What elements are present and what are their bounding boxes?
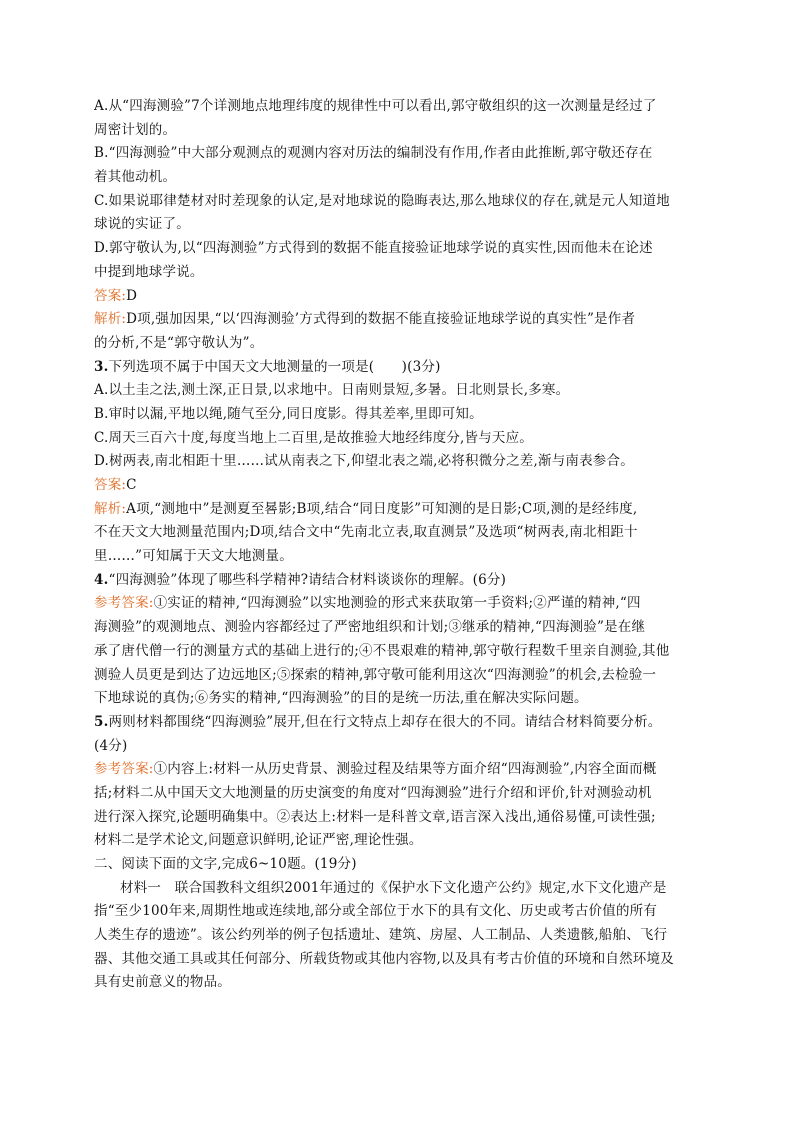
question-number: 3. — [94, 358, 109, 375]
reference-answer-label: 参考答案: — [94, 595, 154, 612]
option-a-line-1: A.从“四海测验”7个详测地点地理纬度的规律性中可以看出,郭守敬组织的这一次测量是经过了 — [94, 98, 657, 114]
analysis-label: 解析: — [94, 500, 127, 517]
answer-label: 答案: — [94, 477, 127, 493]
option-b-line-1: B.“四海测验”中大部分观测点的观测内容对历法的编制没有作用,作者由此推断,郭守敬还存在 — [94, 145, 653, 162]
question-5-ref-line-3: 进行深入探究,论题明确集中。②表达上:材料一是科普文章,语言深入浅出,通俗易懂,可读性强; — [94, 808, 656, 825]
section-2-para-line-2: 指“至少100年来,周期性地或连续地,部分或全部位于水下的具有文化、历史或考古价值的所有 — [94, 903, 658, 920]
analysis-label: 解析: — [94, 311, 127, 328]
analysis-text: A项,“测地中”是测夏至晷影;B项,结合“同日度影”可知测的是日影;C项,测的是经纬度, — [126, 500, 638, 517]
question-text: 下列选项不属于中国天文大地测量的一项是( )(3分) — [108, 358, 441, 375]
option-c-line-1: C.如果说耶律楚材对时差现象的认定,是对地球说的隐晦表达,那么地球仪的存在,就是元人知道地 — [94, 192, 671, 209]
option-a-line-2: 周密计划的。 — [94, 121, 177, 138]
question-4-ref-line-3: 承了唐代僧一行的测量方式的基础上进行的;④不畏艰难的精神,郭守敬行程数千里亲自测验,其他 — [94, 642, 670, 659]
section-2-para-line-4: 器、其他交通工具或其任何部分、所载货物或其他内容物,以及具有考古价值的环境和自然环境及 — [94, 950, 674, 967]
question-3-analysis-line-1 — [94, 498, 698, 522]
document-page — [94, 95, 698, 995]
question-5-stem-line-2: (4分) — [94, 737, 128, 754]
q3-option-a: A.以土圭之法,测土深,正日景,以求地中。日南则景短,多暑。日北则景长,多寒。 — [94, 382, 570, 399]
answer-label: 答案: — [94, 287, 127, 304]
question-3-stem — [94, 356, 698, 380]
question-5-ref-line-1 — [94, 758, 698, 782]
section-2-para-line-5: 具有史前意义的物品。 — [94, 974, 231, 991]
answer-value: D — [126, 287, 138, 304]
reference-answer-text: ①实证的精神,“四海测验”以实地测验的形式来获取第一手资料;②严谨的精神,“四 — [153, 595, 641, 612]
question-5-stem-line-1 — [94, 711, 698, 735]
question-4-ref-line-4: 测验人员更是到达了边远地区;⑤探索的精神,郭守敬可能利用这次“四海测验”的机会,去检验一 — [94, 666, 657, 683]
option-b-line-2: 着其他动机。 — [94, 169, 177, 186]
question-number: 4. — [94, 571, 109, 588]
analysis-text: D项,强加因果,“以‘四海测验’方式得到的数据不能直接验证地球学说的真实性”是作者 — [126, 311, 636, 328]
q3-option-c: C.周天三百六十度,每度当地上二百里,是故推验大地经纬度分,皆与天应。 — [94, 429, 534, 446]
reference-answer-text: ①内容上:材料一从历史背景、测验过程及结果等方面介绍“四海测验”,内容全面而概 — [153, 761, 657, 778]
q3-option-d: D.树两表,南北相距十里……试从南表之下,仰望北表之端,必将积微分之差,渐与南表参合。 — [94, 453, 634, 470]
question-3-answer — [94, 474, 698, 498]
question-number: 5. — [94, 713, 109, 730]
question-2-analysis-line-2: 的分析,不是“郭守敬认为”。 — [94, 334, 264, 351]
option-d-line-2: 中提到地球学说。 — [94, 263, 204, 280]
question-text: 两则材料都围绕“四海测验”展开,但在行文特点上却存在很大的不同。请结合材料简要分析。 — [108, 713, 662, 730]
section-2-title: 二、阅读下面的文字,完成6~10题。(19分) — [94, 856, 357, 872]
option-d-line-1: D.郭守敬认为,以“四海测验”方式得到的数据不能直接验证地球学说的真实性,因而他未在论述 — [94, 240, 653, 257]
reference-answer-label: 参考答案: — [94, 761, 154, 778]
question-4-ref-line-2: 海测验”的观测地点、测验内容都经过了严密地组织和计划;③继承的精神,“四海测验”是在继 — [94, 619, 646, 636]
section-2-para-line-1: 材料一 联合国教科文组织2001年通过的《保护水下文化遗产公约》规定,水下文化遗产是 — [120, 879, 667, 896]
question-5-ref-line-2: 括;材料二从中国天文大地测量的历史演变的角度对“四海测验”进行介绍和评价,针对测验动机 — [94, 784, 652, 801]
option-c-line-2: 球说的实证了。 — [94, 216, 190, 233]
question-4-stem — [94, 569, 698, 593]
question-3-analysis-line-2: 不在天文大地测量范围内;D项,结合文中“先南北立表,取直测景”及选项“树两表,南北相距十 — [94, 524, 638, 541]
question-4-ref-line-5: 下地球说的真伪;⑥务实的精神,“四海测验”的目的是统一历法,重在解决实际问题。 — [94, 690, 588, 707]
question-text: “四海测验”体现了哪些科学精神?请结合材料谈谈你的理解。(6分) — [108, 571, 507, 588]
question-3-analysis-line-3: 里……”可知属于天文大地测量。 — [94, 548, 293, 565]
q3-option-b: B.审时以漏,平地以绳,随气至分,同日度影。得其差率,里即可知。 — [94, 405, 483, 422]
section-2-para-line-3: 人类生存的遗迹”。该公约列举的例子包括遗址、建筑、房屋、人工制品、人类遗骸,船舶、飞行 — [94, 927, 668, 944]
question-2-answer — [94, 285, 698, 309]
question-2-analysis-line-1 — [94, 308, 698, 332]
question-5-ref-line-4: 材料二是学术论文,问题意识鲜明,论证严密,理论性强。 — [94, 832, 423, 849]
question-4-ref-line-1 — [94, 592, 698, 616]
question-2-options — [94, 95, 698, 285]
answer-value: C — [126, 477, 137, 493]
